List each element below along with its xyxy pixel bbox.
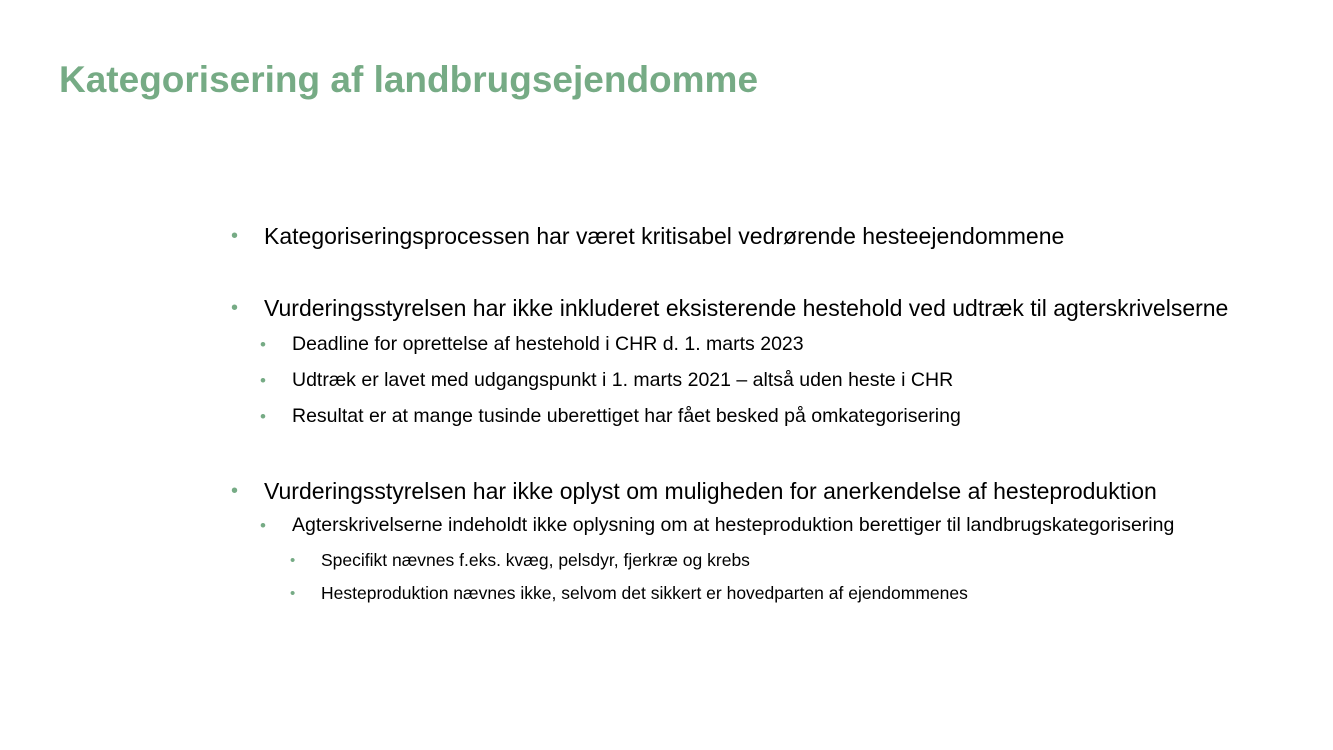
bullet-item-level-2: Resultat er at mange tusinde uberettiget har fået besked på omkategorisering [292,405,961,427]
bullet-item-level-1: Vurderingsstyrelsen har ikke inkluderet eksisterende hestehold ved udtræk til agterskrivelserne [264,295,1229,321]
bullet-item-level-3: Hesteproduktion nævnes ikke, selvom det sikkert er hovedparten af ejendommenes [321,583,968,603]
bullet-dot-icon: • [231,225,239,247]
bullet-dot-icon: • [260,407,266,426]
bullet-dot-icon: • [231,480,239,502]
bullet-dot-icon: • [260,516,266,535]
slide-title: Kategorisering af landbrugsejendomme [59,59,759,100]
bullet-dot-icon: • [260,335,266,354]
bullet-dot-icon: • [290,552,296,569]
bullet-item-level-1: Vurderingsstyrelsen har ikke oplyst om muligheden for anerkendelse af hesteproduktion [264,478,1157,504]
bullet-dot-icon: • [260,371,266,390]
bullet-dot-icon: • [231,297,239,319]
bullet-item-level-2: Agterskrivelserne indeholdt ikke oplysning om at hesteproduktion berettiger til landbrugskategorisering [292,514,1175,536]
bullet-item-level-3: Specifikt nævnes f.eks. kvæg, pelsdyr, fjerkræ og krebs [321,550,750,570]
bullet-item-level-2: Udtræk er lavet med udgangspunkt i 1. marts 2021 – altså uden heste i CHR [292,369,954,391]
bullet-item-level-2: Deadline for oprettelse af hestehold i CHR d. 1. marts 2023 [292,333,804,355]
bullet-dot-icon: • [290,585,296,602]
bullet-item-level-1: Kategoriseringsprocessen har været kritisabel vedrørende hesteejendommene [264,223,1065,249]
